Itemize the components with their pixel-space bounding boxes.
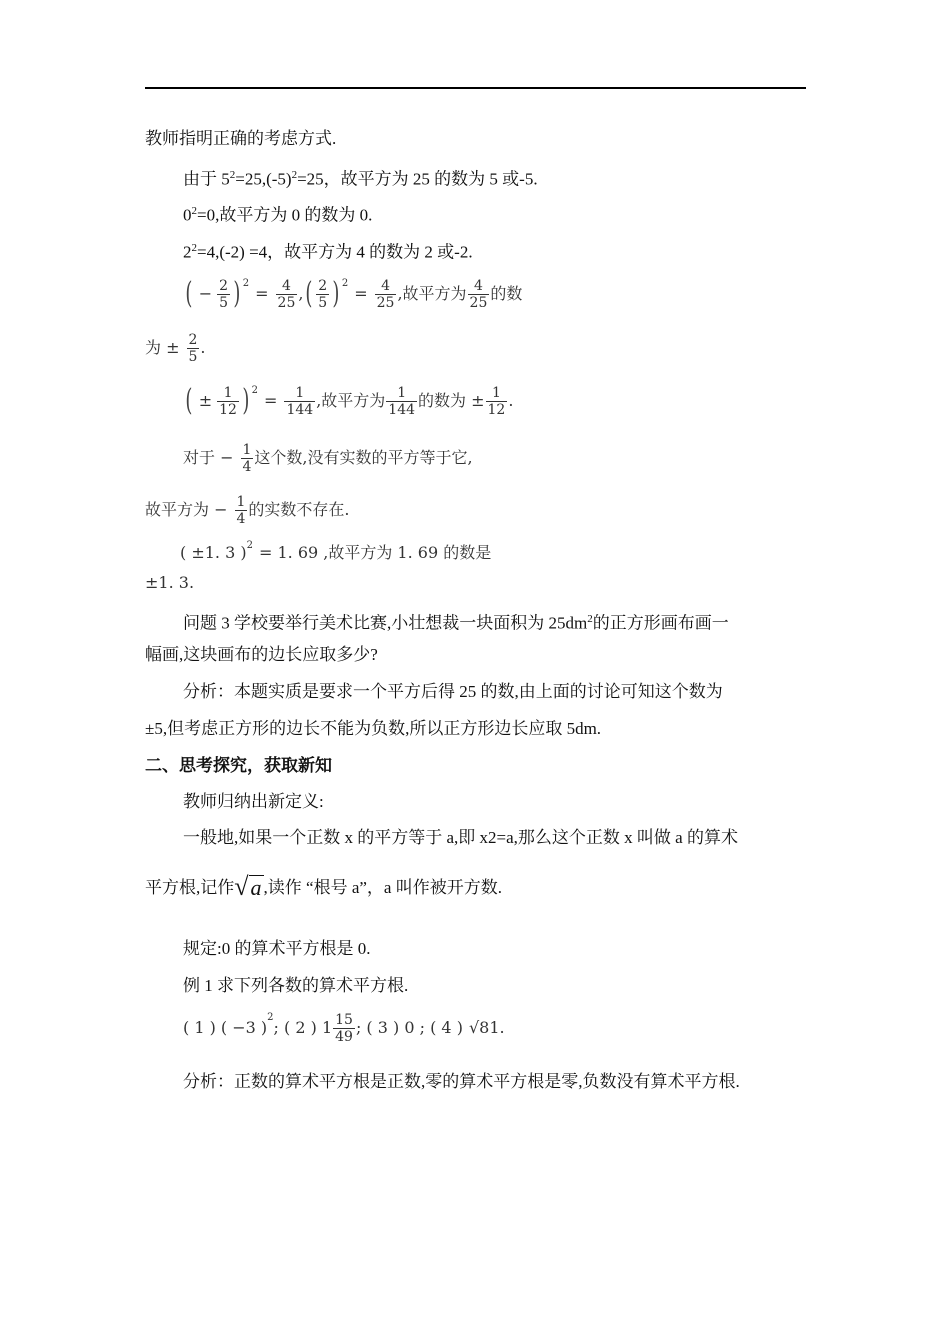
text-span: 2: [183, 242, 192, 262]
radical-sign: √: [234, 872, 249, 901]
text-span: 1: [397, 384, 407, 401]
text-span: −: [198, 284, 213, 303]
fraction: [486, 385, 508, 418]
text-line: [145, 127, 336, 151]
text-span: 的实数不存在.: [248, 500, 350, 519]
text-span: 0: [183, 205, 192, 225]
text-span: 25: [277, 294, 296, 311]
formula-line: [145, 328, 206, 368]
text-span: 12: [219, 401, 237, 418]
formula-line: [183, 381, 513, 421]
text-span: ,故平方为: [316, 391, 386, 410]
parenthesis: (: [185, 276, 193, 311]
formula-line: [183, 274, 522, 314]
text-span: 4: [242, 458, 252, 475]
text-span: 4: [282, 277, 291, 294]
text-span: =: [354, 284, 368, 303]
text-span: =4,(-2) =4，故平方为 4 的数为 2 或-2.: [197, 242, 473, 262]
text-span: ,读作 “根号 a”，a 叫作被开方数.: [263, 878, 502, 897]
text-span: 2: [251, 385, 259, 396]
fraction: [284, 385, 315, 418]
text-span: .: [508, 391, 514, 410]
text-span: 2: [191, 242, 197, 254]
parenthesis: (: [305, 276, 313, 311]
text-line: [183, 607, 729, 636]
text-line: [145, 874, 502, 900]
fraction: [217, 278, 230, 311]
text-span: 2: [291, 169, 298, 181]
text-span: 12: [487, 401, 506, 418]
text-span: .: [200, 338, 206, 357]
fraction: [468, 278, 490, 311]
text-span: √81.: [468, 1018, 505, 1037]
text-span: 1: [223, 384, 233, 401]
text-span: 分析：本题实质是要求一个平方后得 25 的数,由上面的讨论可知这个数为: [183, 682, 723, 701]
text-span: 的数为 ±: [418, 391, 485, 410]
parenthesis: (: [185, 383, 193, 418]
text-span: a: [250, 875, 262, 900]
text-span: =: [255, 284, 269, 303]
text-span: 规定:0 的算术平方根是 0.: [183, 939, 371, 958]
text-line: [183, 163, 538, 192]
text-span: =25，故平方为 25 的数为 5 或-5.: [297, 169, 538, 189]
parenthesis: ): [233, 276, 241, 311]
parenthesis: ): [332, 276, 340, 311]
text-line: [183, 826, 738, 850]
text-span: =: [264, 391, 278, 410]
formula-line: [145, 571, 194, 595]
text-span: 分析：正数的算术平方根是正数,零的算术平方根是零,负数没有算术平方根.: [183, 1072, 740, 1091]
text-span: 2: [318, 277, 328, 294]
fraction: [187, 332, 200, 365]
text-line: [145, 643, 378, 667]
text-span: ,故平方为: [397, 284, 467, 303]
fraction: [235, 494, 248, 527]
text-span: ( ±1. 3 ): [180, 543, 247, 562]
text-line: [183, 199, 372, 228]
text-span: 2: [246, 540, 253, 551]
text-line: [183, 937, 370, 961]
text-span: 为 ±: [145, 338, 180, 357]
text-span: 的正方形画布画一: [592, 613, 729, 633]
text-span: 5: [188, 348, 198, 365]
fraction: [276, 278, 298, 311]
text-span: 4: [381, 277, 390, 294]
text-span: 一般地,如果一个正数 x 的平方等于 a,即 x2=a,那么这个正数 x 叫做 a 的算术: [183, 828, 738, 847]
text-span: 幅画,这块画布的边长应取多少?: [145, 645, 378, 664]
text-span: ±: [198, 391, 213, 410]
text-span: 2: [242, 278, 250, 289]
text-span: 2: [587, 613, 593, 625]
text-span: 1: [295, 384, 305, 401]
text-span: 的数: [490, 284, 523, 303]
text-line: [145, 717, 601, 741]
fraction: [386, 385, 417, 418]
text-span: 5: [219, 294, 229, 311]
text-span: 1: [236, 493, 246, 510]
sqrt-symbol: [234, 874, 263, 900]
fraction: [316, 278, 329, 311]
text-span: 二、思考探究，获取新知: [145, 756, 332, 775]
text-span: 144: [286, 401, 314, 418]
text-line: [183, 1070, 740, 1094]
text-span: 25: [469, 294, 488, 311]
text-span: =25,(-5): [235, 169, 292, 189]
text-line: [183, 974, 408, 998]
text-span: 1: [242, 441, 252, 458]
text-span: = 1. 69 ,故平方为 1. 69 的数是: [258, 543, 492, 562]
text-span: 2: [219, 277, 229, 294]
section-heading: [145, 754, 332, 778]
text-span: ±1. 3.: [145, 573, 195, 592]
text-span: 4: [473, 277, 483, 294]
text-span: 这个数,没有实数的平方等于它,: [254, 448, 473, 467]
text-span: ±5,但考虑正方形的边长不能为负数,所以正方形边长应取 5dm.: [145, 719, 602, 738]
text-span: ,: [298, 284, 304, 303]
text-line: [183, 680, 723, 704]
text-span: 对于 −: [183, 448, 234, 467]
text-span: ; ( 2 ) 1: [273, 1018, 333, 1037]
text-span: 49: [335, 1028, 353, 1045]
text-span: ; ( 3 ) 0 ; ( 4 ): [355, 1018, 463, 1037]
text-span: =0,故平方为 0 的数为 0.: [197, 205, 373, 225]
formula-line: [145, 490, 350, 530]
text-span: 例 1 求下列各数的算术平方根.: [183, 976, 409, 995]
text-span: 由于 5: [183, 169, 230, 189]
paragraph-text: 教师指明正确的考虑方式.: [145, 129, 337, 148]
text-span: 教师归纳出新定义:: [183, 792, 324, 811]
formula-line: [180, 541, 491, 565]
text-span: 5: [318, 294, 328, 311]
text-span: 1: [491, 384, 501, 401]
text-span: 25: [376, 294, 395, 311]
text-span: 2: [341, 278, 349, 289]
text-span: 15: [335, 1011, 353, 1028]
text-span: 144: [388, 401, 416, 418]
text-span: ( 1 ) ( −3 ): [183, 1018, 268, 1037]
fraction: [241, 442, 254, 475]
text-line: [183, 790, 324, 814]
formula-line: [183, 1008, 505, 1048]
parenthesis: ): [242, 383, 250, 418]
formula-line: [183, 438, 473, 478]
text-span: 4: [236, 510, 246, 527]
header-rule: [145, 87, 806, 89]
text-span: 故平方为 −: [145, 500, 228, 519]
fraction: [217, 385, 239, 418]
text-line: [183, 236, 473, 265]
text-span: 2: [267, 1012, 274, 1023]
text-span: 平方根,记作: [145, 878, 235, 897]
text-span: 问题 3 学校要举行美术比赛,小壮想裁一块面积为 25dm: [183, 613, 588, 633]
fraction: [333, 1012, 355, 1045]
text-span: 2: [191, 205, 197, 217]
text-span: 2: [229, 169, 236, 181]
text-span: 2: [188, 331, 198, 348]
fraction: [375, 278, 397, 311]
